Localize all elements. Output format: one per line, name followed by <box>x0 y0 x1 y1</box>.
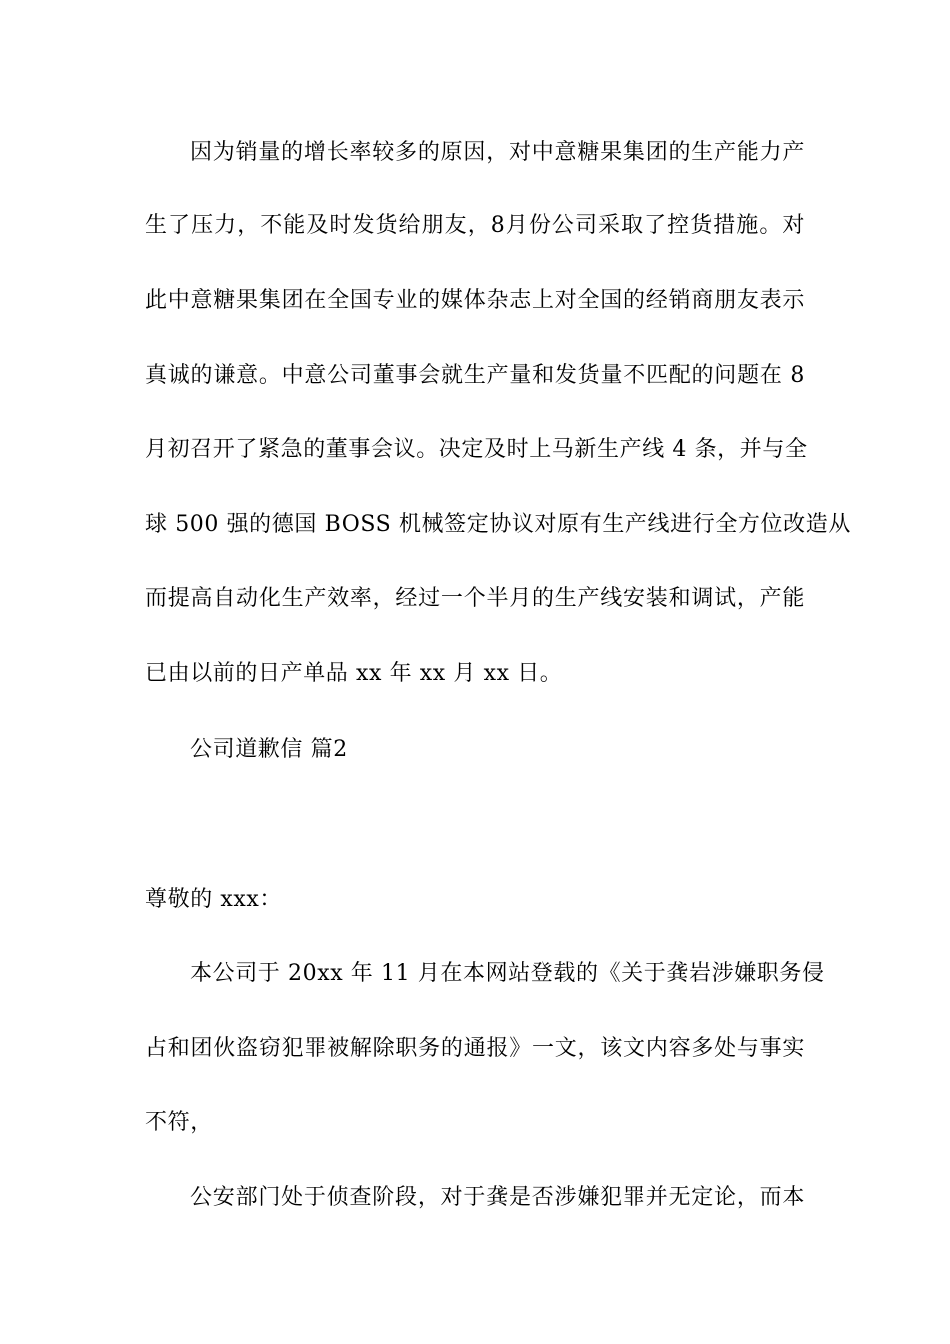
paragraph-2-line-2: 占和团伙盗窃犯罪被解除职务的通报》一文，该文内容多处与事实 <box>145 1036 805 1061</box>
paragraph-1-line-7: 而提高自动化生产效率，经过一个半月的生产线安装和调试，产能 <box>145 586 805 611</box>
paragraph-1-line-6: 球 500 强的德国 BOSS 机械签定协议对原有生产线进行全方位改造从 <box>145 512 851 537</box>
salutation: 尊敬的 xxx： <box>145 887 283 912</box>
paragraph-2-line-1: 本公司于 20xx 年 11 月在本网站登载的《关于龚岩涉嫌职务侵 <box>190 961 825 986</box>
paragraph-3-line-1: 公安部门处于侦查阶段，对于龚是否涉嫌犯罪并无定论，而本 <box>190 1185 805 1210</box>
paragraph-2-line-3: 不符， <box>145 1110 213 1135</box>
section-heading: 公司道歉信 篇2 <box>190 737 348 762</box>
paragraph-1-line-2: 生了压力，不能及时发货给朋友，8月份公司采取了控货措施。对 <box>145 213 805 238</box>
paragraph-1-line-3: 此中意糖果集团在全国专业的媒体杂志上对全国的经销商朋友表示 <box>145 288 805 313</box>
paragraph-1-line-5: 月初召开了紧急的董事会议。决定及时上马新生产线 4 条，并与全 <box>145 437 808 462</box>
paragraph-1-line-1: 因为销量的增长率较多的原因，对中意糖果集团的生产能力产 <box>190 140 805 165</box>
paragraph-1-line-4: 真诚的谦意。中意公司董事会就生产量和发货量不匹配的问题在 8 <box>145 363 805 388</box>
paragraph-1-line-8: 已由以前的日产单品 xx 年 xx 月 xx 日。 <box>145 661 563 686</box>
